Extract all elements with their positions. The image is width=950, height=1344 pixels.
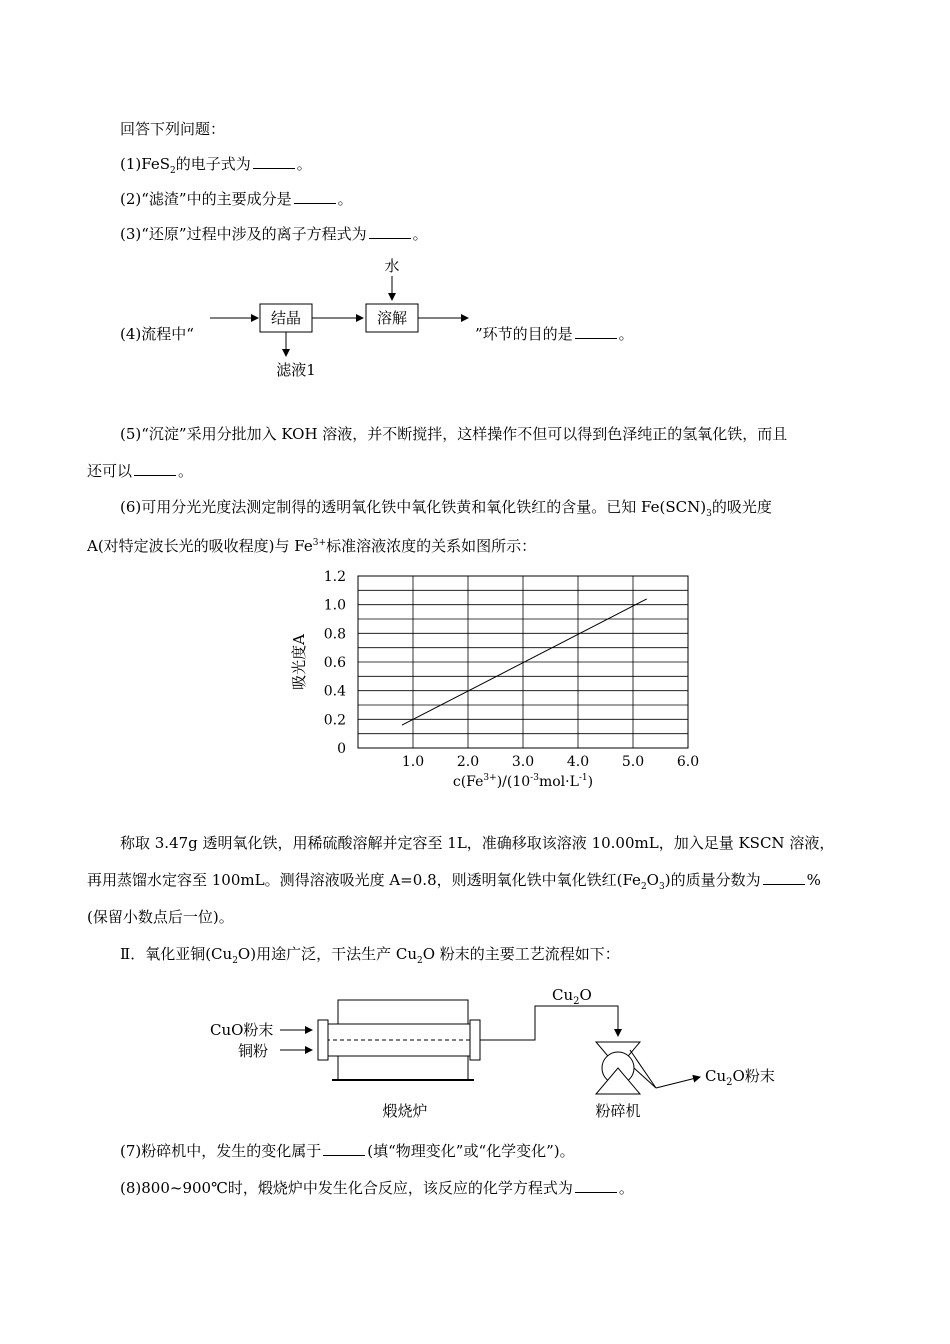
furnace-label: 煅烧炉 [382, 1102, 428, 1120]
y-tick-label: 1.2 [323, 569, 346, 585]
question-7: (7)粉碎机中，发生的变化属于 (填“物理变化”或“化学变化”)。 [120, 1142, 575, 1160]
question-5-line1: (5)“沉淀”采用分批加入 KOH 溶液，并不断搅拌，这样操作不但可以得到色泽纯正的氢氧化铁，而且 [120, 425, 788, 443]
intro-text: 回答下列问题： [120, 120, 226, 138]
y-tick-label: 0.2 [323, 712, 346, 729]
question-4-pre: (4)流程中“ [120, 325, 194, 343]
paragraph-line1: 称取 3.47g 透明氧化铁，用稀硫酸溶解并定容至 1L，准确移取该溶液 10.00mL，加入足量 KSCN 溶液， [120, 834, 835, 852]
answer-blank-1[interactable] [253, 155, 295, 169]
y-tick-label: 0.6 [323, 655, 346, 671]
answer-blank-7[interactable] [323, 1142, 365, 1156]
question-5-line2: 还可以 。 [87, 462, 194, 480]
answer-blank-2[interactable] [294, 190, 336, 204]
y-tick-label: 0.8 [323, 626, 346, 643]
calcining-furnace [318, 1000, 480, 1080]
question-2: (2)“滤渣”中的主要成分是 。 [120, 190, 353, 208]
water-label: 水 [384, 257, 400, 275]
question-3: (3)“还原”过程中涉及的离子方程式为 。 [120, 225, 428, 243]
y-tick-labels [324, 569, 346, 757]
x-tick-label: 6.0 [676, 754, 700, 770]
x-tick-label: 3.0 [511, 754, 535, 770]
answer-blank-6[interactable] [763, 871, 805, 885]
dissolve-label: 溶解 [376, 309, 408, 327]
question-8: (8)800~900℃时，煅烧炉中发生化合反应，该反应的化学方程式为 。 [120, 1179, 634, 1197]
x-tick-label: 5.0 [621, 754, 645, 770]
cu2o-top-label: $Cu_2O$ [552, 986, 592, 1007]
y-axis-label: 吸光度A [290, 634, 308, 690]
y-tick-label: 0 [337, 741, 346, 757]
answer-blank-8[interactable] [575, 1179, 617, 1193]
x-axis-label: $c(Fe^{3+})/(10^{-3}mol\cdot L^{-1})$ [452, 773, 594, 790]
question-6-line1: (6)可用分光光度法测定制得的透明氧化铁中氧化铁黄和氧化铁红的含量。已知 $Fe(SCN)_3$的吸光度 [120, 498, 772, 519]
answer-blank-5[interactable] [134, 462, 176, 476]
question-6-line2: A(对特定波长光的吸收程度)与 $Fe^{3+}$标准溶液浓度的关系如图所示： [87, 537, 537, 555]
cu2o-product-label: $Cu_2O$粉末 [705, 1067, 775, 1088]
x-tick-labels [402, 754, 699, 770]
question-1: (1)FeS$_2$的电子式为 。 [120, 155, 312, 176]
x-tick-label: 2.0 [456, 754, 480, 770]
filtrate-label: 滤液1 [276, 361, 316, 379]
paragraph-line3: (保留小数点后一位)。 [87, 908, 234, 926]
part-2-heading: Ⅱ．氧化亚铜$(Cu_2O)$用途广泛，干法生产 $Cu_2O$ 粉末的主要工艺流程如下： [120, 945, 620, 966]
crystallize-label: 结晶 [270, 309, 302, 327]
x-tick-label: 4.0 [566, 754, 590, 770]
answer-blank-3[interactable] [369, 225, 411, 239]
crusher [596, 1042, 640, 1094]
crusher-label: 粉碎机 [595, 1102, 641, 1120]
cu2o-process-diagram [200, 980, 800, 1130]
copper-powder-label: 铜粉 [238, 1042, 269, 1060]
answer-blank-4[interactable] [575, 325, 617, 339]
y-tick-label: 1.0 [323, 597, 346, 614]
paragraph-line2: 再用蒸馏水定容至 100mL。测得溶液吸光度 A=0.8，则透明氧化铁中氧化铁红$(Fe_2O_3)$的质量分数为 % [87, 871, 821, 892]
crystallize-dissolve-flow [200, 252, 480, 382]
x-tick-label: 1.0 [401, 754, 425, 770]
absorbance-chart [280, 562, 720, 802]
y-tick-label: 0.4 [323, 683, 346, 700]
question-4-post: ”环节的目的是 。 [475, 325, 634, 343]
cuo-powder-label: CuO粉末 [210, 1021, 274, 1039]
